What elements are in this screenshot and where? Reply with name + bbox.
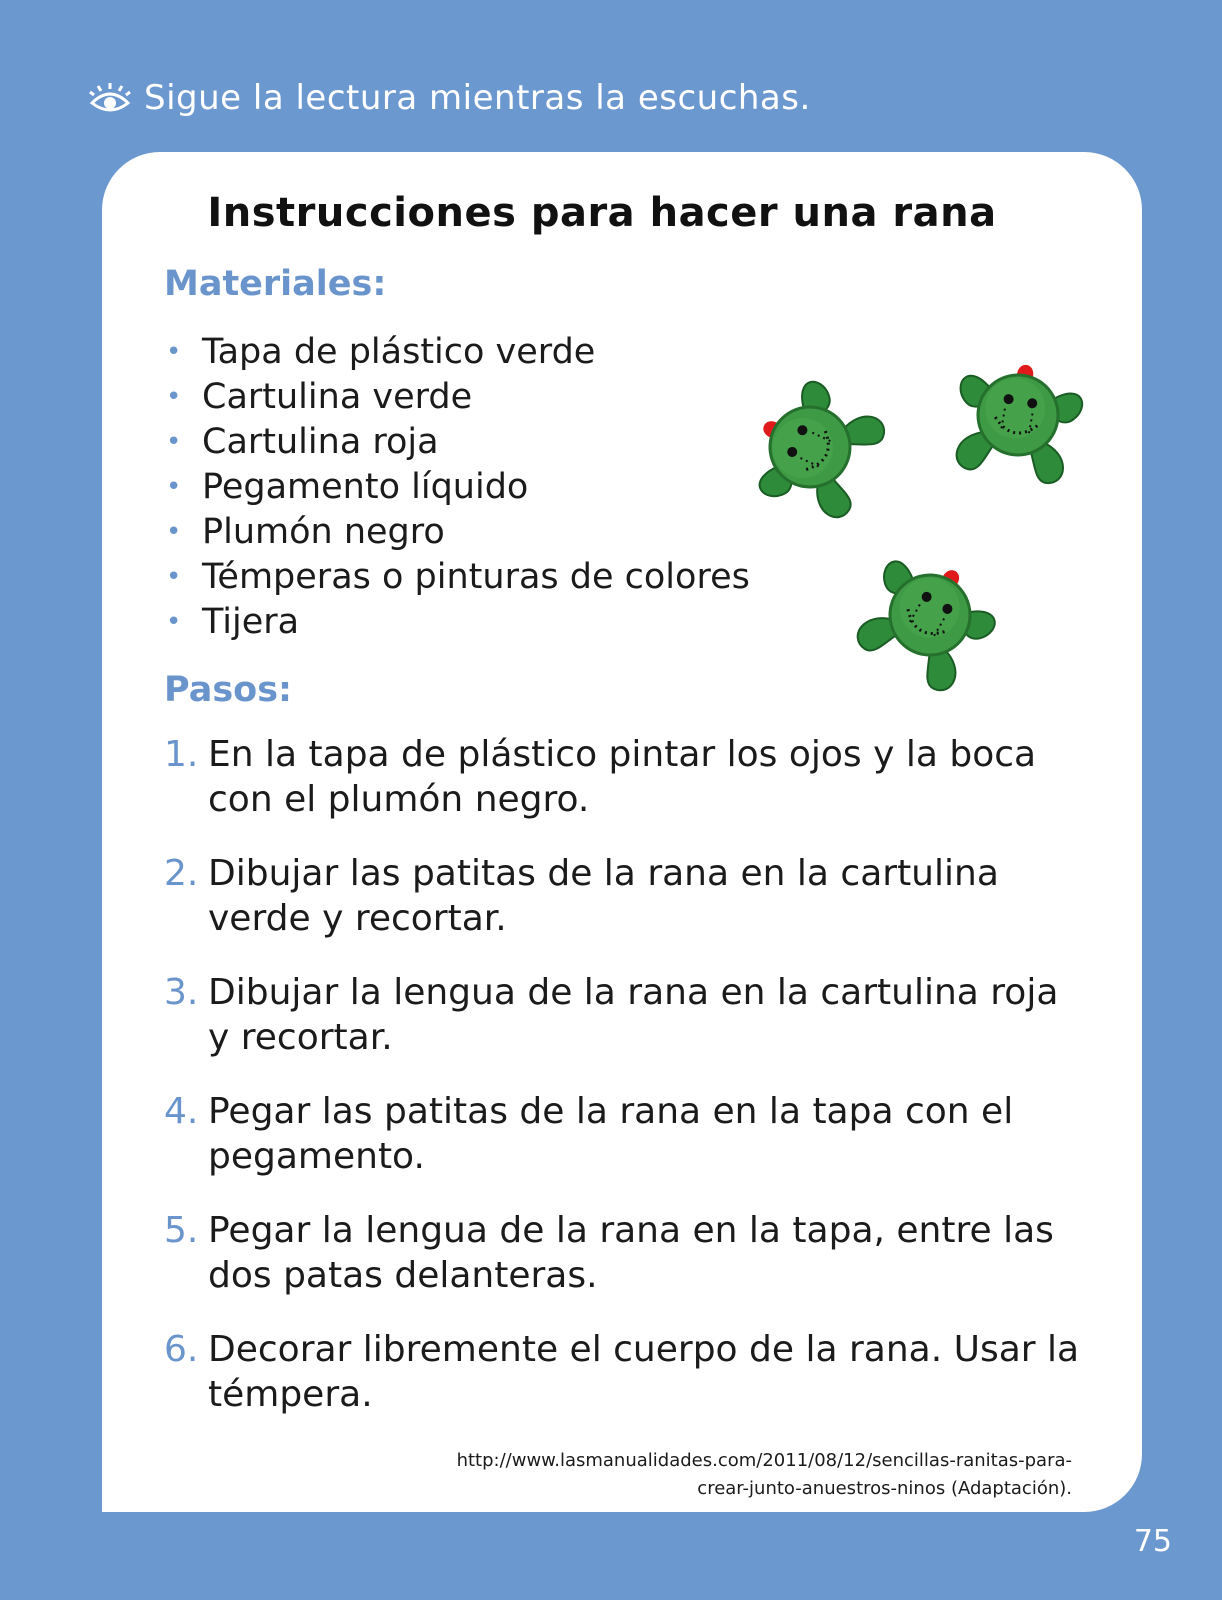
- page-number: 75: [1133, 1524, 1172, 1559]
- reading-instruction-text: Sigue la lectura mientras la escuchas.: [144, 78, 811, 118]
- step-item: 4. Pegar las patitas de la rana en la tapa con el pegamento.: [164, 1091, 1014, 1177]
- material-item: • Pegamento líquido: [166, 467, 529, 507]
- material-item: • Tapa de plástico verde: [166, 332, 596, 372]
- step-item: 1. En la tapa de plástico pintar los ojos y la boca con el plumón negro.: [164, 734, 1037, 820]
- frog-image-2: [947, 354, 1088, 486]
- materials-heading: Materiales:: [164, 264, 387, 304]
- source-line: http://www.lasmanualidades.com/2011/08/12/sencillas-ranitas-para-: [456, 1450, 1072, 1471]
- material-item: • Cartulina verde: [166, 377, 473, 417]
- step-item: 6. Decorar libremente el cuerpo de la rana. Usar la témpera.: [164, 1329, 1080, 1415]
- page-title: Instrucciones para hacer una rana: [207, 190, 997, 236]
- frog-image-1: [738, 370, 892, 529]
- step-item: 2. Dibujar las patitas de la rana en la cartulina verde y recortar.: [164, 853, 999, 939]
- step-item: 3. Dibujar la lengua de la rana en la cartulina roja y recortar.: [164, 972, 1059, 1058]
- frog-image-3: [846, 540, 1009, 699]
- material-item: • Cartulina roja: [166, 422, 439, 462]
- step-item: 5. Pegar la lengua de la rana en la tapa, entre las dos patas delanteras.: [164, 1210, 1054, 1296]
- steps-heading: Pasos:: [164, 670, 293, 710]
- source-line: crear-junto-anuestros-ninos (Adaptación).: [697, 1478, 1072, 1499]
- material-item: • Tijera: [166, 602, 300, 642]
- material-item: • Témperas o pinturas de colores: [166, 557, 750, 597]
- material-item: • Plumón negro: [166, 512, 445, 552]
